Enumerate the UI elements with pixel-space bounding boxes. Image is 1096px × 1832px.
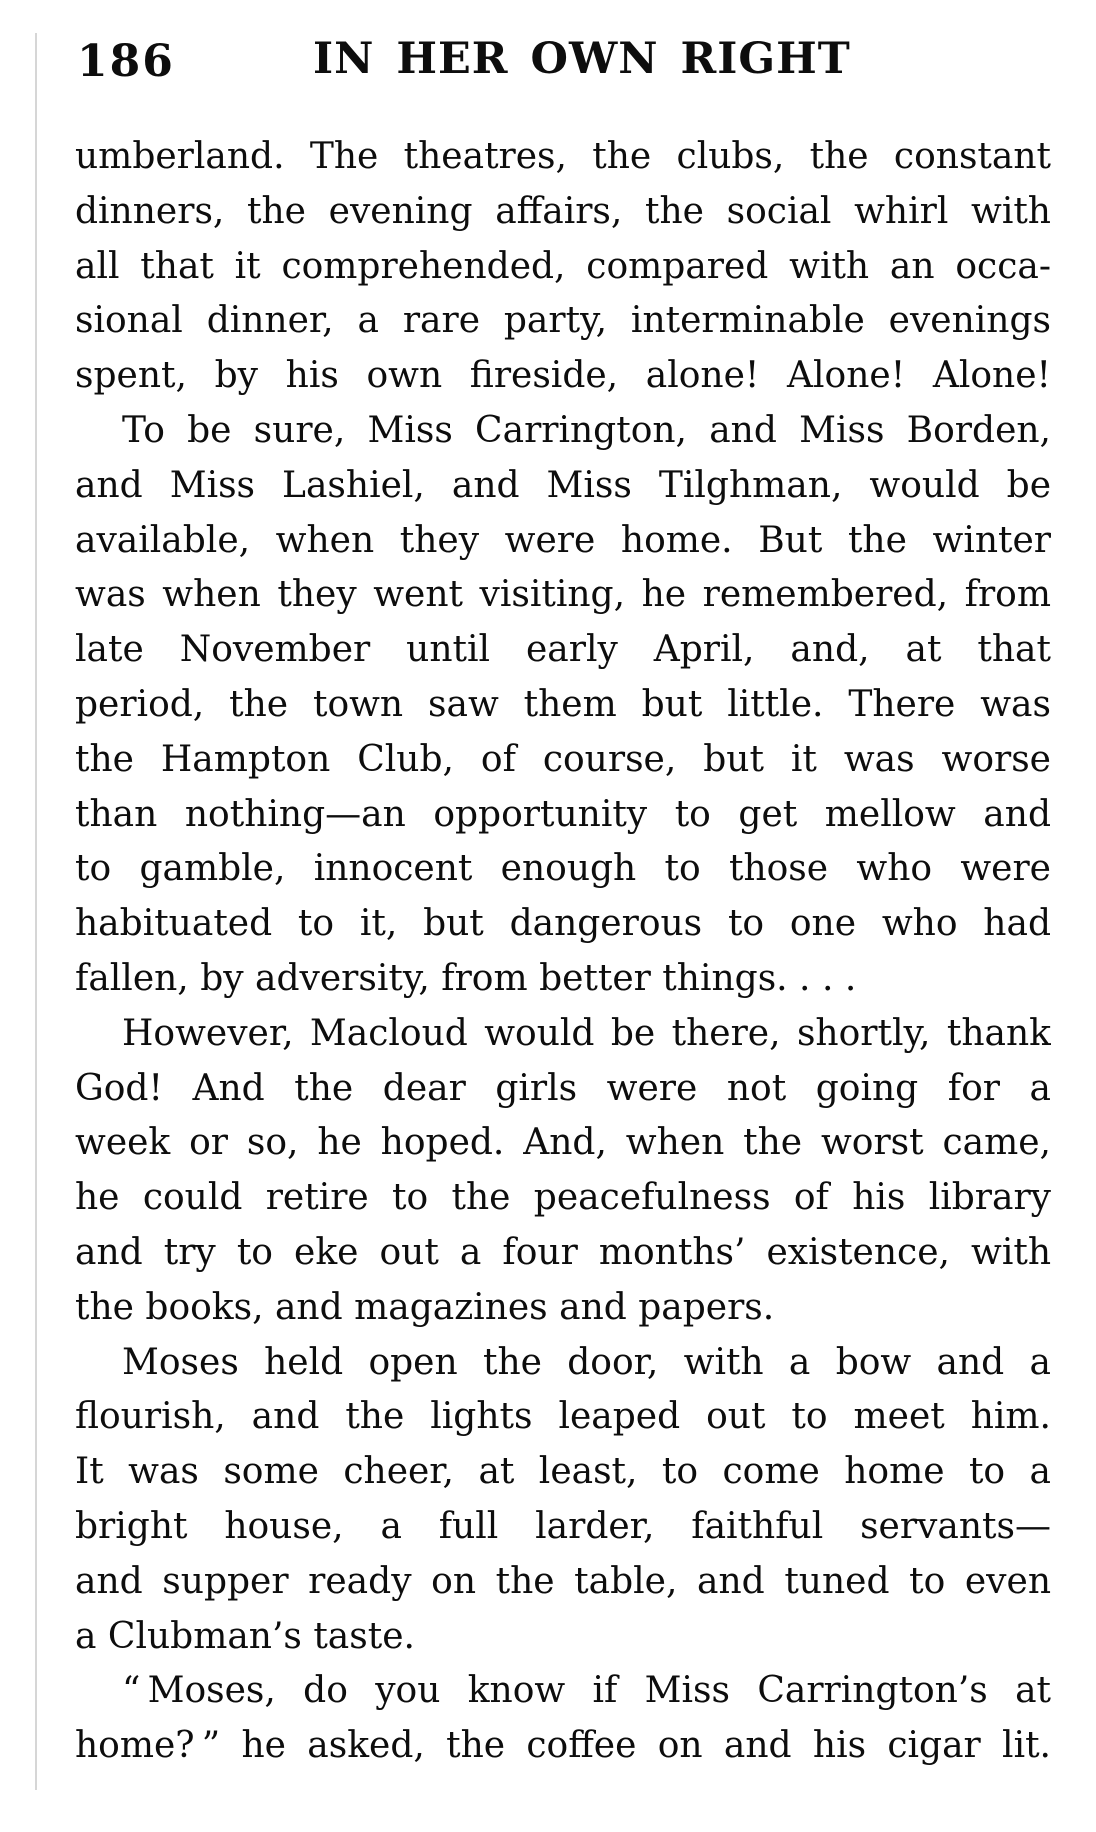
text-line: habituated to it, but dangerous to one who had — [75, 903, 1051, 945]
text-line: dinners, the evening affairs, the social whirl with — [75, 190, 1051, 232]
text-line: than nothing—an opportunity to get mellow and — [75, 793, 1051, 835]
page-number: 186 — [77, 36, 175, 87]
text-line: flourish, and the lights leaped out to meet him. — [75, 1396, 1051, 1438]
text-line: home? ” he asked, the coffee on and his cigar lit. — [75, 1725, 1051, 1767]
body-text — [75, 130, 1051, 1774]
text-line: the books, and magazines and papers. — [75, 1286, 775, 1328]
running-title: IN HER OWN RIGHT — [313, 34, 851, 84]
text-line: bright house, a full larder, faithful servants— — [75, 1505, 1051, 1547]
text-line: a Clubman’s taste. — [75, 1615, 415, 1657]
text-line: However, Macloud would be there, shortly, thank — [122, 1012, 1051, 1054]
text-line: fallen, by adversity, from better things. . . . — [75, 957, 857, 999]
text-line: all that it comprehended, compared with an occa- — [75, 245, 1051, 287]
text-line: the Hampton Club, of course, but it was worse — [75, 738, 1051, 780]
text-line: late November until early April, and, at that — [75, 629, 1051, 671]
page-header — [75, 0, 1051, 95]
text-line: and Miss Lashiel, and Miss Tilghman, would be — [75, 464, 1051, 506]
text-line: available, when they were home. But the winter — [75, 519, 1051, 561]
text-line: to gamble, innocent enough to those who were — [75, 848, 1051, 890]
text-line: week or so, he hoped. And, when the worst came, — [75, 1122, 1051, 1164]
text-line: sional dinner, a rare party, interminable evenings — [75, 300, 1051, 342]
text-line: God! And the dear girls were not going for a — [75, 1067, 1051, 1109]
text-line: and try to eke out a four months’ existence, with — [75, 1231, 1051, 1273]
text-line: Moses held open the door, with a bow and a — [122, 1341, 1051, 1383]
text-line: umberland. The theatres, the clubs, the constant — [75, 136, 1051, 177]
text-line: It was some cheer, at least, to come home to a — [75, 1451, 1051, 1493]
text-line: period, the town saw them but little. There was — [75, 683, 1051, 725]
scan-edge-line — [35, 33, 37, 1790]
text-line: and supper ready on the table, and tuned to even — [75, 1560, 1051, 1602]
text-line: was when they went visiting, he remembered, from — [75, 574, 1051, 616]
text-line: “ Moses, do you know if Miss Carrington’s at — [122, 1670, 1051, 1712]
text-line: he could retire to the peacefulness of his library — [75, 1177, 1051, 1219]
text-line: spent, by his own fireside, alone! Alone! Alone! — [75, 355, 1051, 397]
text-line: To be sure, Miss Carrington, and Miss Borden, — [122, 409, 1051, 451]
